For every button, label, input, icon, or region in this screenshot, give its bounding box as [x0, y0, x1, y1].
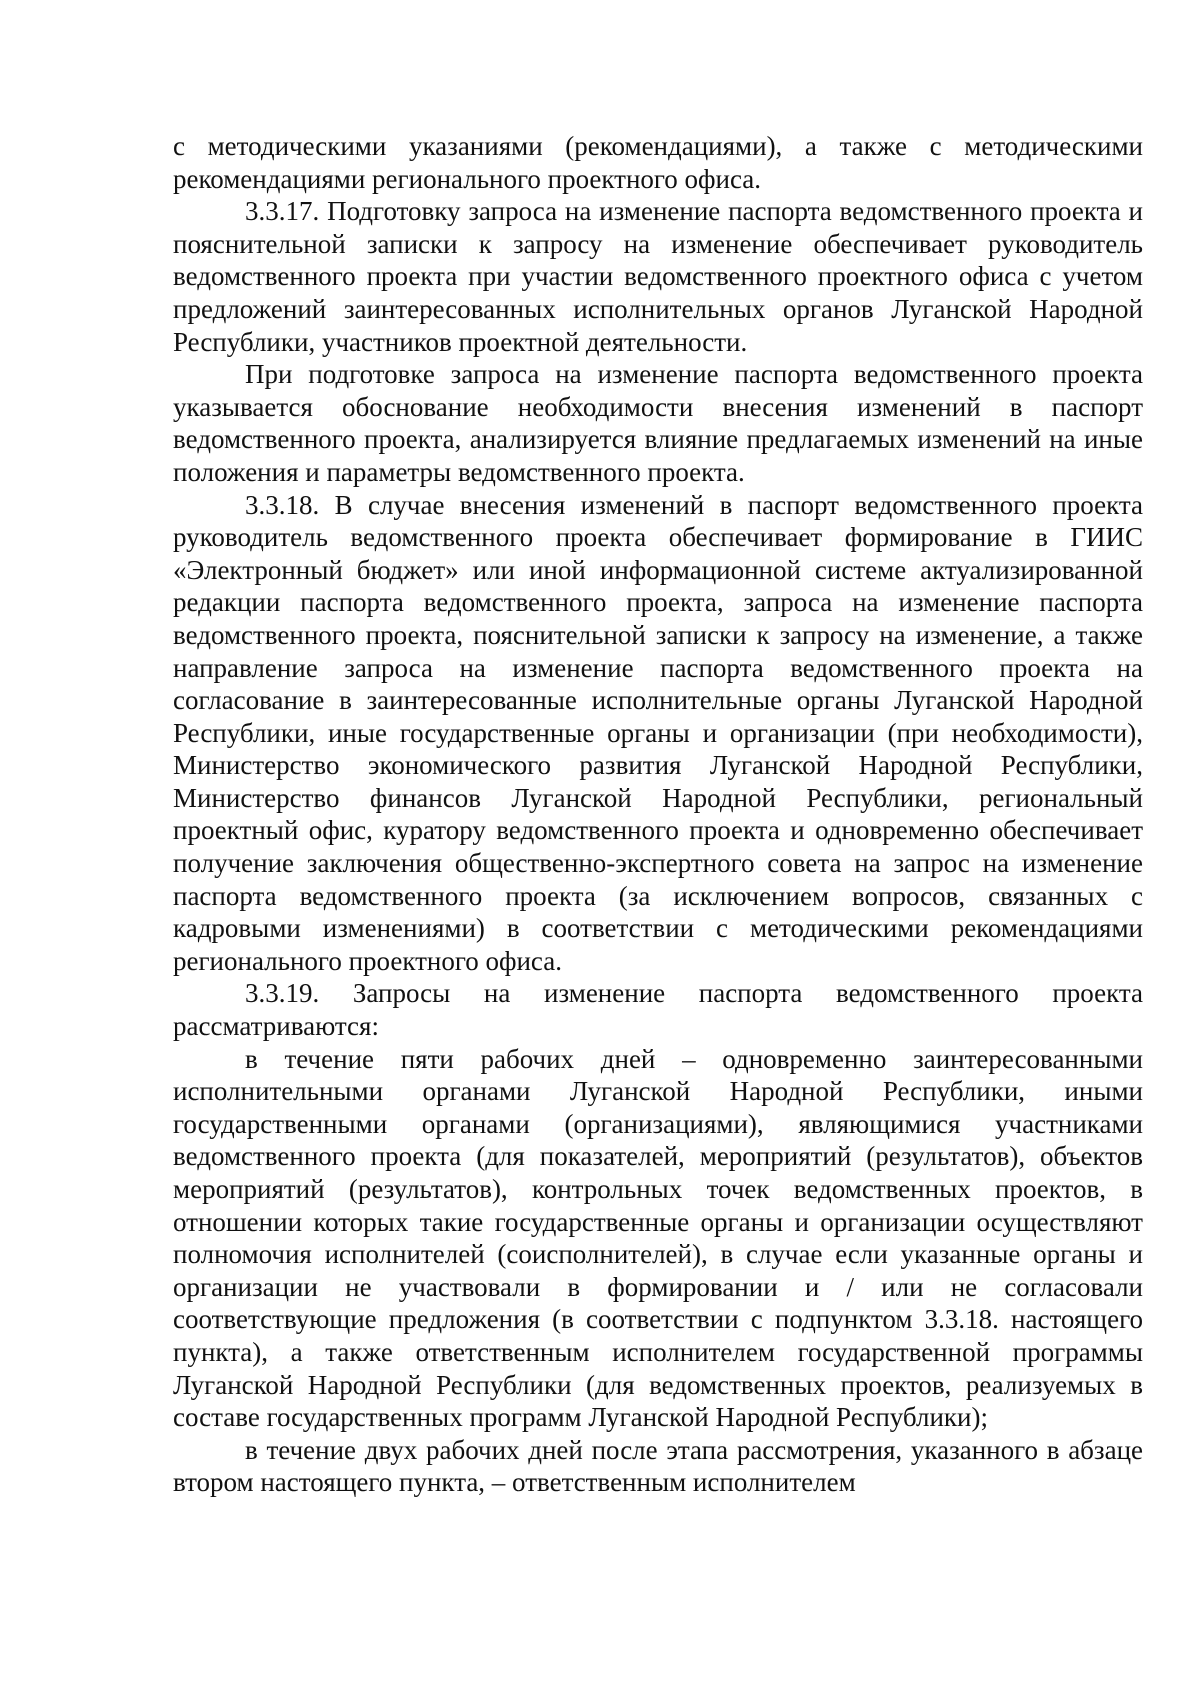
- paragraph-3-3-17: 3.3.17. Подготовку запроса на изменение паспорта ведомственного проекта и пояснительной записки к запросу на изменение обеспечивает руководитель ведомственного проекта при участии ведомственного проектного офиса с учетом предложений заинтересованных исполнительных органов Луганской Народной Республики, участников проектной деятельности.: [173, 196, 1143, 357]
- paragraph-change-justification: При подготовке запроса на изменение паспорта ведомственного проекта указывается обоснование необходимости внесения изменений в паспорт ведомственного проекта, анализируется влияние предлагаемых изменений на иные положения и параметры ведомственного проекта.: [173, 359, 1143, 487]
- paragraph-3-3-19: 3.3.19. Запросы на изменение паспорта ведомственного проекта рассматриваются:: [173, 978, 1143, 1042]
- document-body: [173, 130, 1143, 1499]
- paragraph-two-working-days: в течение двух рабочих дней после этапа рассмотрения, указанного в абзаце втором настоящего пункта, – ответственным исполнителем: [173, 1434, 1143, 1498]
- paragraph-continuation: с методическими указаниями (рекомендациями), а также с методическими рекомендациями регионального проектного офиса.: [173, 131, 1143, 194]
- paragraph-3-3-18: 3.3.18. В случае внесения изменений в паспорт ведомственного проекта руководитель ведомственного проекта обеспечивает формирование в ГИИС «Электронный бюджет» или иной информационной системе актуализированной редакции паспорта ведомственного проекта, запроса на изменение паспорта ведомственного проекта, пояснительной записки к запросу на изменение, а также направление запроса на изменение паспорта ведомственного проекта на согласование в заинтересованные исполнительные органы Луганской Народной Республики, иные государственные органы и организации (при необходимости), Министерство экономического развития Луганской Народной Республики, Министерство финансов Луганской Народной Республики, региональный проектный офис, куратору ведомственного проекта и одновременно обеспечивает получение заключения общественно-экспертного совета на запрос на изменение паспорта ведомственного проекта (за исключением вопросов, связанных с кадровыми изменениями) в соответствии с методическими рекомендациями регионального проектного офиса.: [173, 489, 1143, 976]
- paragraph-five-working-days: в течение пяти рабочих дней – одновременно заинтересованными исполнительными органами Луганской Народной Республики, иными государственными органами (организациями), являющимися участниками ведомственного проекта (для показателей, мероприятий (результатов), объектов мероприятий (результатов), контрольных точек ведомственных проектов, в отношении которых такие государственные органы и организации осуществляют полномочия исполнителей (соисполнителей), в случае если указанные органы и организации не участвовали в формировании и / или не согласовали соответствующие предложения (в соответствии с подпунктом 3.3.18. настоящего пункта), а также ответственным исполнителем государственной программы Луганской Народной Республики (для ведомственных проектов, реализуемых в составе государственных программ Луганской Народной Республики);: [173, 1043, 1143, 1433]
